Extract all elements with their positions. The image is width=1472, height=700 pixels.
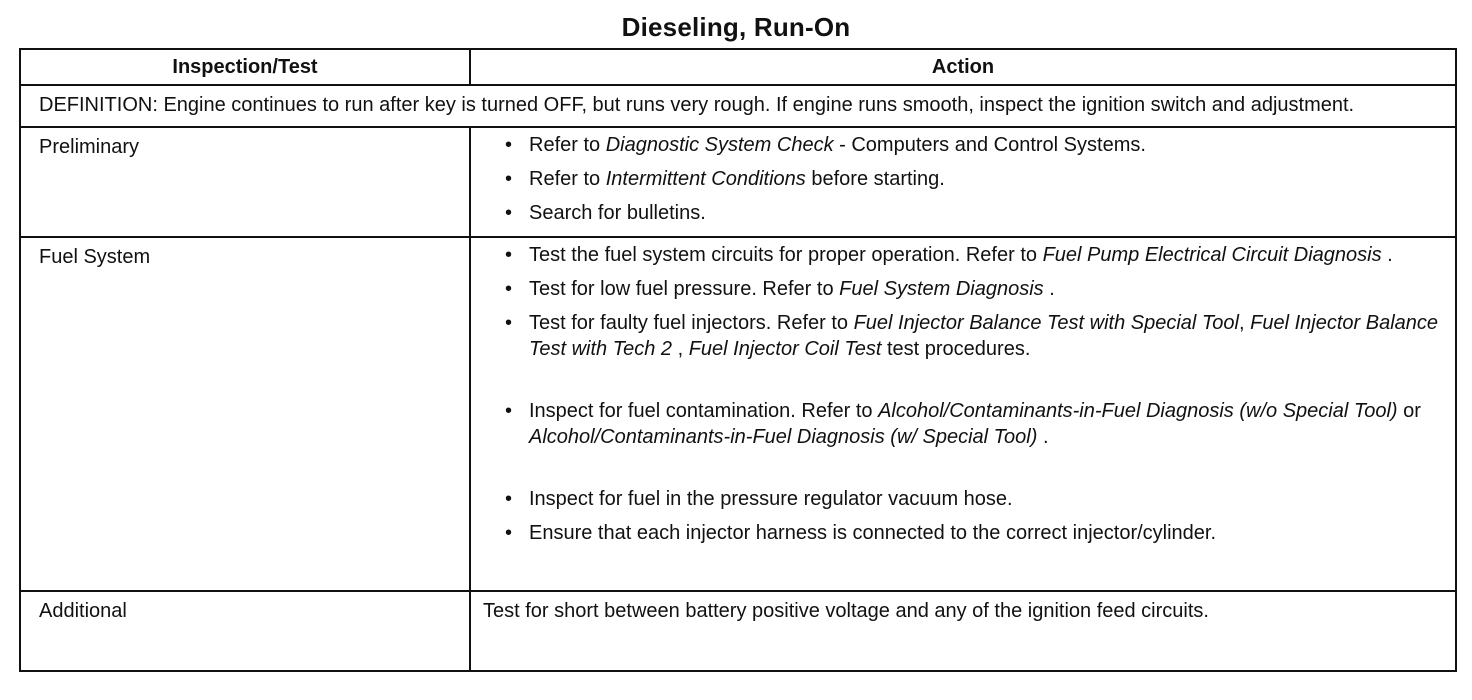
reference-link: Fuel Injector Balance Test with Special Tool xyxy=(853,312,1239,334)
header-row xyxy=(20,49,1456,85)
action-text-additional: Test for short between battery positive voltage and any of the ignition feed circuits. xyxy=(470,591,1456,671)
list-item xyxy=(505,276,1443,302)
action-text: - Computers and Control Systems. xyxy=(833,134,1146,156)
bullet-icon: • xyxy=(505,202,513,224)
action-text: . xyxy=(1381,244,1393,266)
bullet-icon: • xyxy=(505,312,513,334)
list-item xyxy=(505,200,1443,226)
action-text: Refer to xyxy=(529,134,606,156)
row-label-fuel-system: Fuel System xyxy=(20,237,470,591)
list-item xyxy=(505,132,1443,158)
action-text: test procedures. xyxy=(881,338,1031,360)
list-item xyxy=(505,242,1443,268)
list-item xyxy=(505,520,1443,546)
action-text: before starting. xyxy=(805,168,945,190)
list-item xyxy=(505,166,1443,192)
diagnosis-table xyxy=(19,48,1457,672)
action-text: Test for low fuel pressure. Refer to xyxy=(529,278,840,300)
header-action: Action xyxy=(470,49,1456,85)
row-label-preliminary: Preliminary xyxy=(20,127,470,237)
list-item xyxy=(505,310,1443,362)
list-item xyxy=(505,398,1443,450)
reference-link: Fuel Injector Coil Test xyxy=(688,338,882,360)
action-list xyxy=(505,132,1443,226)
page-title: Dieseling, Run-On xyxy=(621,12,851,42)
definition-text: DEFINITION: Engine continues to run after key is turned OFF, but runs very rough. If engine runs smooth, inspect the ignition switch and adjustment. xyxy=(20,85,1456,127)
actions-fuel-system xyxy=(470,237,1456,591)
bullet-icon: • xyxy=(505,244,513,266)
reference-link: Fuel System Diagnosis xyxy=(839,278,1044,300)
action-text: Refer to xyxy=(529,168,606,190)
action-text: . xyxy=(1037,426,1049,448)
action-text: Inspect for fuel contamination. Refer to xyxy=(529,400,879,422)
action-text: Test for faulty fuel injectors. Refer to xyxy=(529,312,854,334)
reference-link: Diagnostic System Check xyxy=(605,134,834,156)
action-list xyxy=(505,242,1443,546)
definition-row xyxy=(20,85,1456,127)
header-inspection: Inspection/Test xyxy=(20,49,470,85)
bullet-icon: • xyxy=(505,168,513,190)
separator-text: , xyxy=(1239,312,1251,334)
reference-link: Alcohol/Contaminants-in-Fuel Diagnosis (w/o Special Tool) xyxy=(878,400,1398,422)
table-row xyxy=(20,127,1456,237)
list-item xyxy=(505,486,1443,512)
reference-link: Fuel Pump Electrical Circuit Diagnosis xyxy=(1042,244,1382,266)
action-text: Inspect for fuel in the pressure regulator vacuum hose. xyxy=(529,488,1013,510)
action-text: Test the fuel system circuits for proper operation. Refer to xyxy=(529,244,1043,266)
action-text: or xyxy=(1397,400,1421,422)
bullet-icon: • xyxy=(505,400,513,422)
actions-preliminary xyxy=(470,127,1456,237)
action-text: . xyxy=(1043,278,1055,300)
bullet-icon: • xyxy=(505,134,513,156)
reference-link: Alcohol/Contaminants-in-Fuel Diagnosis (w/ Special Tool) xyxy=(529,426,1038,448)
action-text: Ensure that each injector harness is connected to the correct injector/cylinder. xyxy=(529,522,1217,544)
reference-link: Intermittent Conditions xyxy=(605,168,806,190)
reference-link: Fuel Injector Balance Test with Tech 2 xyxy=(529,312,1439,360)
action-text: Search for bulletins. xyxy=(529,202,706,224)
row-label-additional: Additional xyxy=(20,591,470,671)
separator-text: , xyxy=(672,338,689,360)
table-row xyxy=(20,237,1456,591)
bullet-icon: • xyxy=(505,522,513,544)
table-row xyxy=(20,591,1456,671)
bullet-icon: • xyxy=(505,488,513,510)
bullet-icon: • xyxy=(505,278,513,300)
